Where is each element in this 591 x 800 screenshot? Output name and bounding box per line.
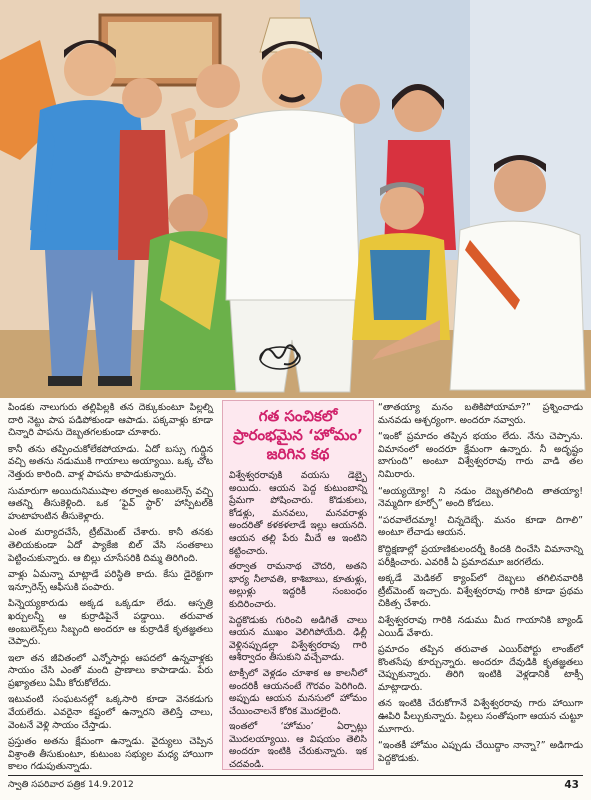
paragraph: ఇంతలో ‘హోమం’ ఏర్పాట్లు మొదలయ్యాయి. ఆ విషయం తెలిసి అందరూ ఇంటికి చేరుకున్నారు. ఇక చదవండి. [229,721,367,771]
artist-signature [256,336,306,372]
paragraph: విశ్వేశ్వరరావుకి వయసు డెబ్బై అయిదు. ఆయన పెద్ద కుటుంబాన్ని ప్రేమగా పోషించారు. కొడుకులు, కోడళ్లు, మనవలు, మనవరాళ్లు అందరితో కళకళలాడే ఇల్లు ఆయనది. ఆయన తల్లి పేరు మీదే ఆ ఇంటిని కట్టించారు. [229,470,367,557]
paragraph: ఎంత మర్యాదచేసే, ట్రీట్‌మెంట్ చేశారు. కానీ తనకు తెలియకుండా ఏదో ప్యాకేజి బిల్ వేసి సంతకాలు పెట్టించుకున్నారు. ఆ బిల్లు చూసేసరికి దిమ్మ తిరిగింది. [8,527,213,564]
footer-publication: స్వాతి సపరివార పత్రిక 14.9.2012 [8,780,134,790]
paragraph: ప్రమాదం తప్పిన తరువాత ఎయిర్‌పోర్టు లాంజ్‌లో కొంతసేపు కూర్చున్నారు. అందరూ దేవుడికి కృతజ్ఞతలు చెప్పుకున్నారు. తిరిగి ఇంటికి వెళ్లడానికి టాక్సీ మాట్లాడారు. [378,644,583,693]
footer-divider [8,775,583,776]
paragraph: అక్కడే మెడికల్ క్యాంప్‌లో దెబ్బలు తగిలినవారికి ట్రీట్‌మెంట్ ఇచ్చారు. విశ్వేశ్వరరావు గారికి కూడా ప్రథమ చికిత్స చేశారు. [378,573,583,610]
right-column [378,402,583,769]
left-column [8,402,213,778]
box-title: గత సంచికలో ప్రారంభమైన ‘హోమం’ జరిగిన కథ [233,407,363,463]
paragraph: పెద్దకొడుకు గురించి అడిగితే చాలు ఆయన ముఖం వెలిగిపోయేది. ఢిల్లీ వెళ్లినప్పుడల్లా విశ్వేశ్వరరావు గారి ఆశీర్వాదం తీసుకుని వచ్చేవాడు. [229,614,367,664]
paragraph: కానీ తను తప్పించుకోలేకపోయాడు. ఏదో బస్సు గుద్దిన వచ్చి అతను నడుముకి గాయాలు అయ్యాయి. ఒక్క చోట నెత్తురు కారింది. వాళ్ల పాపను కాపాడుకున్నారు. [8,443,213,480]
previous-episode-box [222,400,374,770]
paragraph: “ఇంతకీ హోమం ఎప్పుడు చేయిద్దాం నాన్నా?” అడిగాడు పెద్దకొడుకు. [378,740,583,764]
paragraph: తన ఇంటికి చేరుకోగానే విశ్వేశ్వరరావు గారు హాయిగా ఊపిరి పీల్చుకున్నారు. పిల్లలు సంతోషంగా ఆయన చుట్టూ మూగారు. [378,698,583,735]
paragraph: పిండకు నాలుగురు తల్లిపిల్లకి తన దెక్కుకుంటూ పిల్లల్ని దారి నెట్టు పాప పడిపోకుండా ఆపాడు. పక్కవాళ్లు కూడా చిన్నారి పాపను దెబ్బతగలకుండా చూశారు. [8,402,213,439]
paragraph: ఇలా తన జీవితంలో ఎన్నోసార్లు ఆపదలో ఉన్నవాళ్లకు సాయం చేసి ఎంతో మంది ప్రాణాలు కాపాడాడు. పేరు ప్రఖ్యాతలు ఏమీ కోరుకోలేదు. [8,652,213,689]
paragraph: సుమారుగా అయిదునిముషాల తర్వాత అంబులెన్స్ వచ్చి ఆతన్ని తీసుకెళ్లింది. ఒక ‘ఫైవ్ స్టార్’ హాస్పిటల్‌కి హుటాహుటిన తీసుకెళ్లారు. [8,485,213,522]
paragraph: తర్వాత రామనాథ చౌదరి, అతని భార్య నీలావతి, కాశిబాబు, కూతుళ్లు, అల్లుళ్లు ఇద్దరికీ సంబంధం కుదిరించారు. [229,561,367,610]
paragraph: “పరవాలేదమ్మా! చిన్నదెబ్బే. మనం కూడా దిగాలి” అంటూ లేచాడు ఆయన. [378,514,583,539]
box-body [223,468,373,777]
paragraph: “ఇంకో ప్రమాదం తప్పిన భయం లేదు. నేను చెప్పాను. విమానంలో అందరూ క్షేమంగా ఉన్నారు. నీ అదృష్టం బాగుంది” అంటూ విశ్వేశ్వరరావు గారు వాడి తల నిమిరారు. [378,431,583,480]
paragraph: ఇటువంటి సంఘటనల్లో ఒక్కసారి కూడా వెనకడుగు వేయలేదు. ఎవరైనా కష్టంలో ఉన్నారని తెలిస్తే చాలు, వెంటనే వెళ్లి సాయం చేస్తాడు. [8,694,213,731]
paragraph: విశ్వేశ్వరరావు గారికి నడుము మీద గాయానికి బ్యాండ్ ఎయిడ్ వేశారు. [378,614,583,639]
paragraph: ప్రస్తుతం అతను క్షేమంగా ఉన్నాడు. వైద్యులు చెప్పిన విశ్రాంతి తీసుకుంటూ, కుటుంబ సభ్యుల మధ్య హాయిగా కాలం గడుపుతున్నాడు. [8,736,213,773]
paragraph: వాళ్లు ఏమన్నా మాట్లాడే పరిస్థితి కాదు. కేసు డైరెక్టుగా ఇన్సూరెన్స్ ఆఫీసుకి పంపారు. [8,569,213,593]
paragraph: కొద్దిక్షణాల్లో ప్రయాణికులందర్నీ కిందకి దించేసి విమానాన్ని పరీక్షించారు. ఎవరికీ ఏ ప్రమాదమూ జరగలేదు. [378,543,583,568]
paragraph: టాక్సీలో వెళ్లడం చూశాక ఆ కాలనీలో అందరికీ ఆయనంటే గౌరవం పెరిగింది. అప్పుడు ఆయన మనసులో హోమం చేయించాలనే కోరిక మొదలైంది. [229,667,367,717]
paragraph: “తాతయ్యా మనం బతికిపోయామా?” ప్రశ్నించాడు మనవడు ఆశ్చర్యంగా. అందరూ నవ్వారు. [378,402,583,426]
paragraph: పిన్నెయ్యకారుడు అక్కడ ఒక్కడూ లేడు. ఆస్పత్రి ఖర్చులన్నీ ఆ కుర్రాడిపైనే పడ్డాయి. తరువాత అంబులెన్స్‌లు సిబ్బంది అందరూ ఆ కుర్రాడికే కృతజ్ఞతలు చెప్పారు. [8,598,213,648]
page-number: 43 [564,779,579,791]
paragraph: “అయ్యయ్యో! ని నడుం దెబ్బతగిలింది తాతయ్యా! నెమ్మదిగా కూర్చో” అంది కోడలు. [378,485,583,510]
